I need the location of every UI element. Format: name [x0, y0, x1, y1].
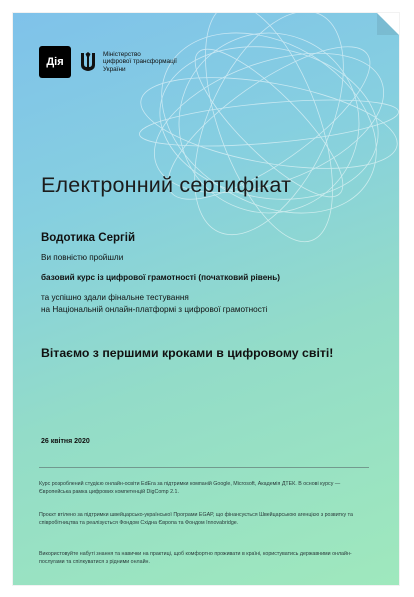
course-name: базовий курс із цифрової грамотності (початковий рівень) — [41, 273, 280, 282]
note-course-info: Курс розроблений студією онлайн-освіти EdEra за підтримки компаній Google, Microsoft, Академія ДТЕК. В основі курсу — Європейська рамка цифрових компетенцій DigComp 2.1. — [39, 481, 341, 495]
ministry-line-2: цифрової трансформації — [103, 58, 177, 66]
divider — [39, 467, 369, 468]
ministry-line-1: Міністерство — [103, 50, 141, 58]
completion-line: Ви повністю пройшли — [41, 253, 124, 262]
note-project-support: Проєкт втілено за підтримки швейцарсько-української Програми EGAP, що фінансується Швейцарською агенцією з розвитку та співробітництва та реалізується Фондом Східна Європа та Фондом Innovabridge. — [39, 512, 353, 526]
certificate-title: Електронний сертифікат — [41, 173, 292, 197]
recipient-name: Водотика Сергій — [41, 232, 136, 244]
header — [39, 46, 213, 78]
platform-line: на Національній онлайн-платформі з цифрової грамотності — [41, 305, 268, 314]
testing-line: та успішно здали фінальне тестування — [41, 293, 189, 302]
certificate-sheet — [13, 13, 399, 585]
issue-date: 26 квітня 2020 — [41, 438, 90, 445]
trident-icon — [79, 51, 97, 73]
logo-text: Дія — [46, 56, 64, 68]
diia-logo — [39, 46, 71, 78]
folded-corner — [377, 13, 399, 35]
greeting: Вітаємо з першими кроками в цифровому світі! — [41, 346, 334, 360]
ministry-name — [103, 51, 213, 74]
note-usage: Використовуйте набуті знання та навички на практиці, щоб комфортно проживати в країні, користуватись державними онлайн-послугами та спілкуватися з рідними онлайн. — [39, 551, 352, 565]
ministry-line-3: України — [103, 65, 126, 73]
